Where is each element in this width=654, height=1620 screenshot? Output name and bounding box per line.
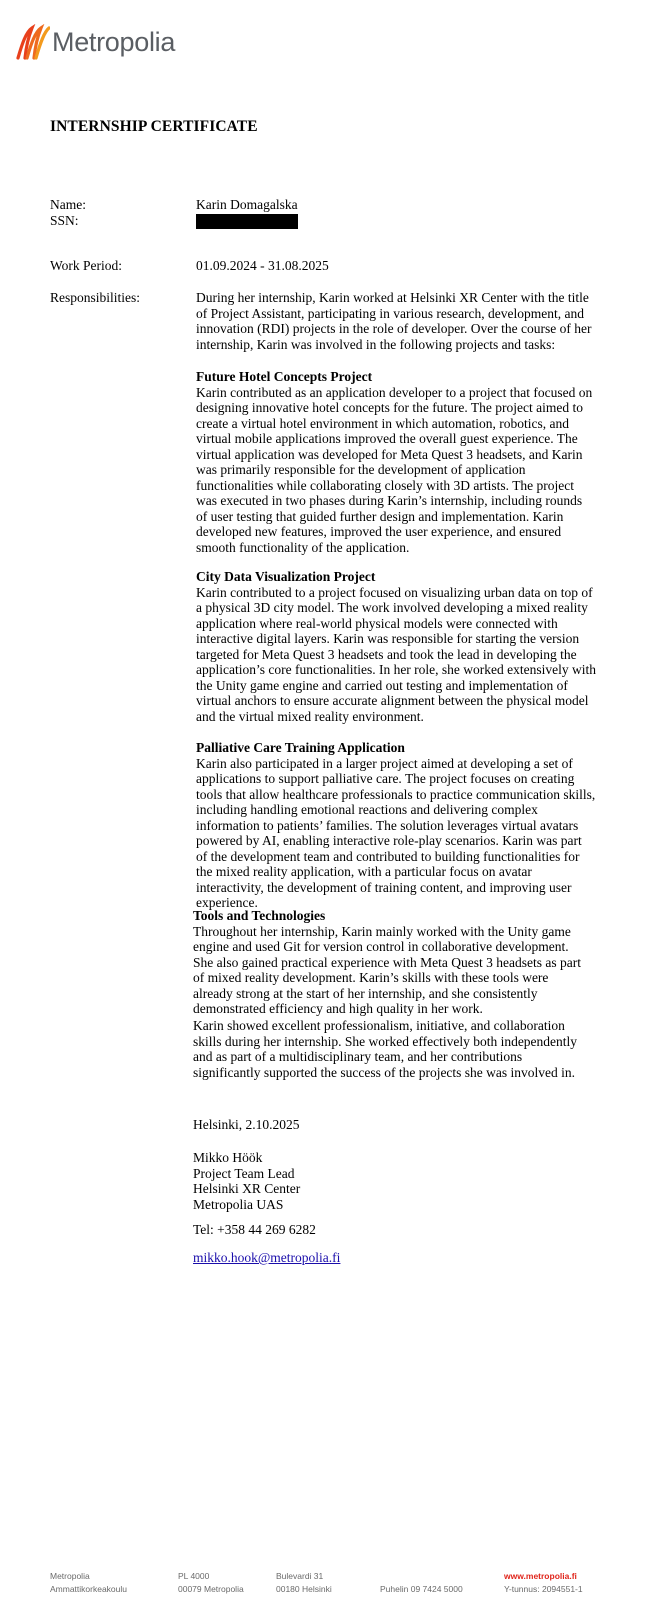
footer-col-address <box>276 1570 332 1596</box>
tools-section <box>193 908 583 1017</box>
metropolia-logo <box>16 22 175 62</box>
signer-name: Mikko Höök <box>193 1150 263 1165</box>
project-city-data <box>196 569 596 724</box>
closing-paragraph <box>193 1018 583 1080</box>
project-future-hotel <box>196 369 596 555</box>
email-row <box>193 1250 583 1266</box>
footer-text: Puhelin 09 7424 5000 <box>380 1584 463 1594</box>
footer-text: Ammattikorkeakoulu <box>50 1584 128 1594</box>
closing-text: Karin showed excellent professionalism, initiative, and collaboration skills during her internship. She worked effectively both independently and as part of a multidisciplinary team, and her contributions significantly supported the success of the projects she was involved in. <box>193 1018 578 1080</box>
signer-phone: Tel: +358 44 269 6282 <box>193 1222 316 1237</box>
document-title: INTERNSHIP CERTIFICATE <box>50 118 258 135</box>
project-palliative-care <box>196 740 596 911</box>
name-value: Karin Domagalska <box>196 197 298 212</box>
project-text: Karin contributed to a project focused on visualizing urban data on top of a physical 3D city model. The work involved developing a mixed reality application where real-world physical models were connected with interactive digital layers. Karin was responsible for starting the version targeted for Meta Quest 3 headsets and took the lead in developing the application’s core functionalities. In her role, she worked extensively with the Unity game engine and carried out testing and implementation of virtual anchors to ensure accurate alignment between the physical model and the virtual mixed reality environment. <box>196 584 597 724</box>
footer-text: PL 4000 <box>178 1571 210 1581</box>
tools-text: Throughout her internship, Karin mainly worked with the Unity game engine and used Git for version control in collaborative development. She also gained practical experience with Meta Quest 3 headsets as part of mixed reality development. Karin’s skills with these tools were already strong at the start of her internship, and she consistently demonstrated efficiency and high quality in her work. <box>193 923 581 1016</box>
ssn-label: SSN: <box>50 213 79 228</box>
place-date: Helsinki, 2.10.2025 <box>193 1117 300 1132</box>
project-text: Karin also participated in a larger project aimed at developing a set of applications to support palliative care. The project focuses on creating tools that allow healthcare professionals to practice communication skills, including handling emotional reactions and delivering complex information to patients’ families. The solution leverages virtual avatars powered by AI, enabling interactive role-play scenarios. Karin was part of the development team and contributed to building functionalities for the mixed reality application, with a particular focus on avatar interactivity, the development of training content, and improving user experience. <box>196 755 596 910</box>
work-period-label: Work Period: <box>50 258 123 273</box>
footer-website-link[interactable]: www.metropolia.fi <box>504 1571 577 1581</box>
project-title: Future Hotel Concepts Project <box>196 369 373 384</box>
footer-col-po-box <box>178 1570 244 1596</box>
project-title: City Data Visualization Project <box>196 569 376 584</box>
footer-text <box>380 1570 463 1583</box>
responsibilities-body <box>196 290 596 352</box>
logo-wordmark: Metropolia <box>52 26 176 57</box>
signer-title: Project Team Lead <box>193 1165 295 1181</box>
intro-paragraph: During her internship, Karin worked at Helsinki XR Center with the title of Project Assistant, participating in various research, development, and innovation (RDI) projects in the role of developer. Over the course of her internship, Karin was involved in the following projects and tasks: <box>196 290 592 352</box>
footer-col-name <box>50 1570 127 1596</box>
metropolia-mark-icon <box>16 24 50 60</box>
signer-email-link[interactable]: mikko.hook@metropolia.fi <box>193 1250 341 1265</box>
responsibilities-label: Responsibilities: <box>50 290 141 305</box>
footer-text: Bulevardi 31 <box>276 1571 324 1581</box>
tools-title: Tools and Technologies <box>193 908 326 923</box>
signer-org: Helsinki XR Center <box>193 1181 301 1196</box>
project-title: Palliative Care Training Application <box>196 740 405 755</box>
name-label: Name: <box>50 197 86 212</box>
ssn-redaction <box>196 214 298 229</box>
signer-institution: Metropolia UAS <box>193 1196 284 1212</box>
footer-col-phone <box>380 1570 463 1596</box>
project-text: Karin contributed as an application developer to a project that focused on designing innovative hotel concepts for the future. The project aimed to create a virtual hotel environment in which automation, robotics, and virtual mobile applications improved the overall guest experience. The virtual application was developed for Meta Quest 3 headsets, and Karin was primarily responsible for the development of application functionalities while collaborating closely with 3D artists. The project was executed in two phases during Karin’s internship, including rounds of user testing that guided further design and implementation. Karin developed new features, improved the user experience, and ensured smooth functionality of the application. <box>196 384 593 555</box>
work-period-value: 01.09.2024 - 31.08.2025 <box>196 258 329 273</box>
signature-block <box>193 1150 583 1212</box>
footer-text: Metropolia <box>50 1571 90 1581</box>
footer-text: Y-tunnus: 2094551-1 <box>504 1584 583 1594</box>
footer-col-web <box>504 1570 583 1596</box>
footer-text: 00180 Helsinki <box>276 1584 332 1594</box>
footer-text: 00079 Metropolia <box>178 1584 244 1594</box>
